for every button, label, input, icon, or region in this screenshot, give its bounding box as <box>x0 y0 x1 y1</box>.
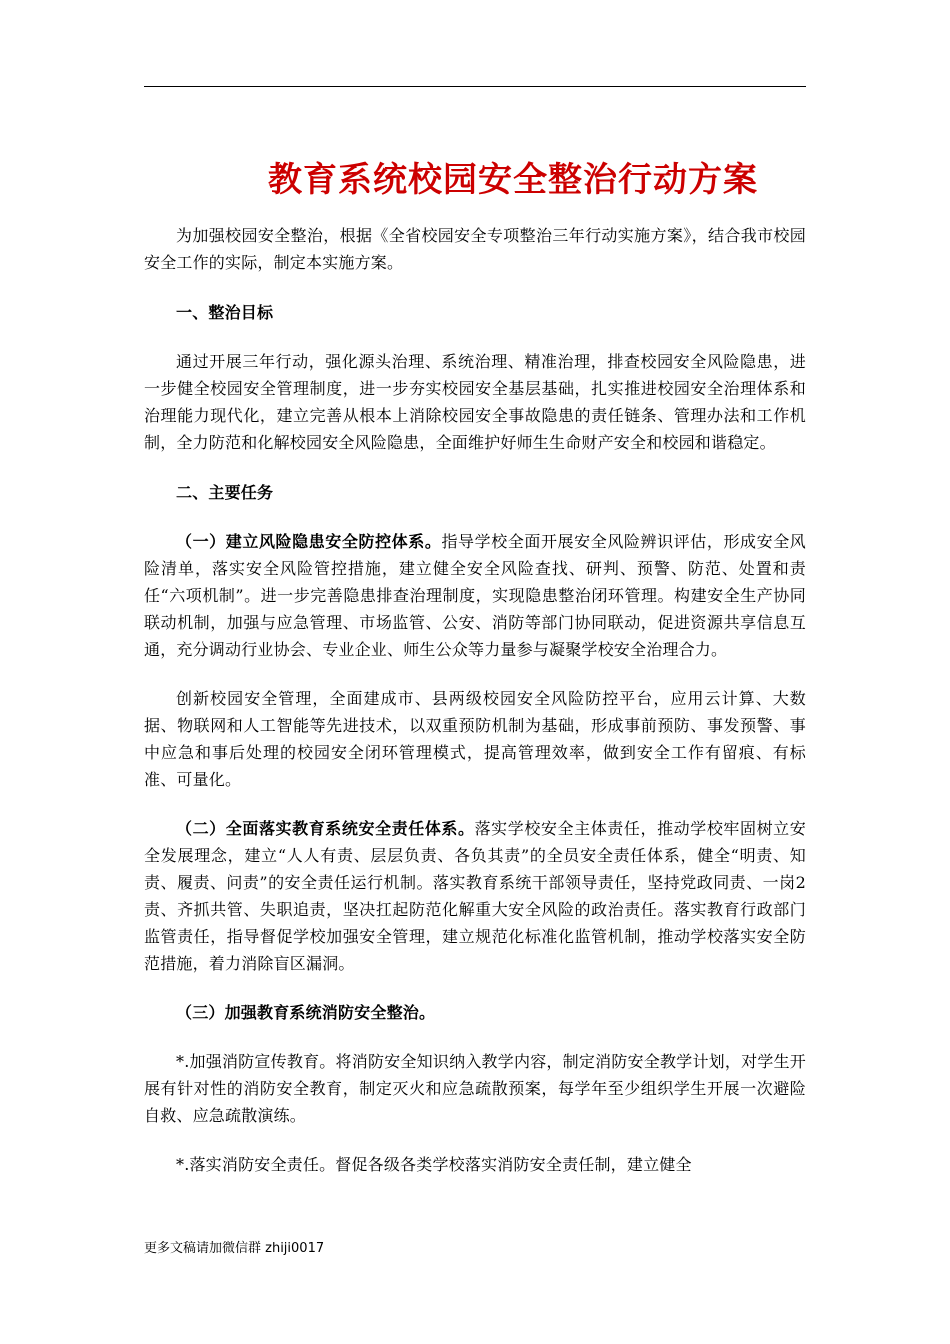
task1-body: 指导学校全面开展安全风险辨识评估，形成安全风险清单，落实安全风险管控措施，建立健全安全风险查找、研判、预警、防范、处置和责任“六项机制”。进一步完善隐患排查治理制度，实现隐患整治闭环管理。构建安全生产协同联动机制，加强与应急管理、市场监管、公安、消防等部门协同联动，促进资源共享信息互通，充分调动行业协会、专业企业、师生公众等力量参与凝聚学校安全治理合力。 <box>144 532 807 659</box>
task2-paragraph <box>144 815 806 977</box>
task2-lead: （二）全面落实教育系统安全责任体系。 <box>176 819 475 838</box>
section-heading-tasks: 二、主要任务 <box>176 483 274 502</box>
fire-item-1: *.加强消防宣传教育。将消防安全知识纳入教学内容，制定消防安全教学计划，对学生开展有针对性的消防安全教育，制定灭火和应急疏散预案，每学年至少组织学生开展一次避险自救、应急疏散演练。 <box>144 1052 806 1125</box>
task1-lead: （一）建立风险隐患安全防控体系。 <box>176 532 442 551</box>
task1-paragraph-2: 创新校园安全管理，全面建成市、县两级校园安全风险防控平台，应用云计算、大数据、物联网和人工智能等先进技术，以双重预防机制为基础，形成事前预防、事发预警、事中应急和事后处理的校园安全闭环管理模式，提高管理效率，做到安全工作有留痕、有标准、可量化。 <box>144 689 806 789</box>
footer-note: 更多文稿请加微信群 zhiji0017 <box>144 1241 325 1256</box>
document-title: 教育系统校园安全整治行动方案 <box>268 160 758 200</box>
task1-paragraph <box>144 528 806 663</box>
header-rule <box>144 86 806 87</box>
document-body <box>144 222 806 1178</box>
fire-item-2: *.落实消防安全责任。督促各级各类学校落实消防安全责任制，建立健全 <box>176 1155 692 1174</box>
goals-paragraph: 通过开展三年行动，强化源头治理、系统治理、精准治理，排查校园安全风险隐患，进一步健全校园安全管理制度，进一步夯实校园安全基层基础，扎实推进校园安全治理体系和治理能力现代化，建立完善从根本上消除校园安全事故隐患的责任链条、管理办法和工作机制，全力防范和化解校园安全风险隐患，全面维护好师生生命财产安全和校园和谐稳定。 <box>144 352 806 452</box>
task3-heading: （三）加强教育系统消防安全整治。 <box>176 1003 436 1022</box>
section-heading-goals: 一、整治目标 <box>176 303 274 322</box>
intro-paragraph: 为加强校园安全整治，根据《全省校园安全专项整治三年行动实施方案》，结合我市校园安全工作的实际，制定本实施方案。 <box>144 226 806 272</box>
task2-body: 落实学校安全主体责任，推动学校牢固树立安全发展理念，建立“人人有责、层层负责、各负其责”的全员安全责任体系，健全“明责、知责、履责、问责”的安全责任运行机制。落实教育系统干部领导责任，坚持党政同责、一岗2责、齐抓共管、失职追责，坚决扛起防范化解重大安全风险的政治责任。落实教育行政部门监管责任，指导督促学校加强安全管理，建立规范化标准化监管机制，推动学校落实安全防范措施，着力消除盲区漏洞。 <box>144 819 806 973</box>
